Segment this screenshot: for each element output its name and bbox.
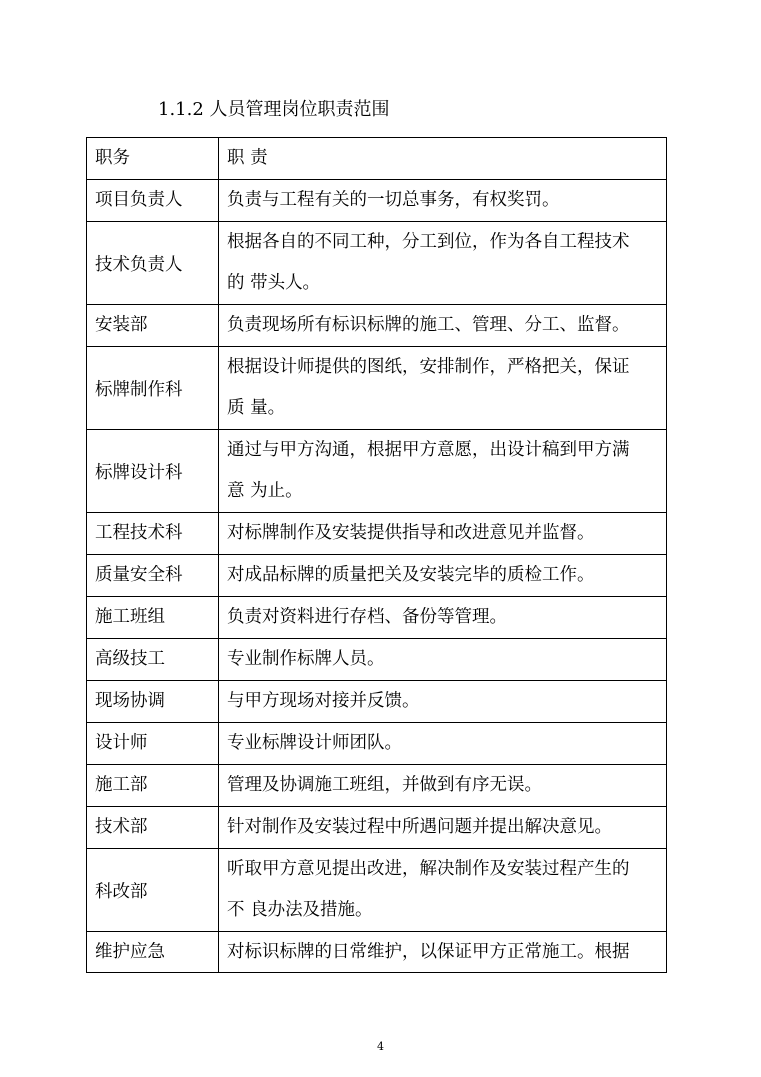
duty-cell: 专业标牌设计师团队。 [219, 723, 667, 765]
role-cell: 质量安全科 [87, 555, 219, 597]
role-cell: 标牌设计科 [87, 430, 219, 513]
duty-cell: 对标识标牌的日常维护，以保证甲方正常施工。根据 [219, 932, 667, 973]
duty-line: 根据设计师提供的图纸，安排制作，严格把关，保证 [227, 357, 630, 377]
table-row [87, 222, 667, 305]
table-row [87, 513, 667, 555]
role-cell: 施工部 [87, 765, 219, 807]
duty-cell: 与甲方现场对接并反馈。 [219, 681, 667, 723]
duties-table [86, 137, 667, 973]
table-row [87, 555, 667, 597]
header-duty: 职 责 [219, 138, 667, 180]
role-cell: 工程技术科 [87, 513, 219, 555]
page-number: 4 [377, 1040, 384, 1053]
table-row [87, 180, 667, 222]
table-row [87, 849, 667, 932]
table-row [87, 681, 667, 723]
table-row [87, 597, 667, 639]
duty-cell [219, 849, 667, 932]
role-cell: 高级技工 [87, 639, 219, 681]
duty-cell: 对成品标牌的质量把关及安装完毕的质检工作。 [219, 555, 667, 597]
table-row [87, 723, 667, 765]
role-cell: 维护应急 [87, 932, 219, 973]
table-row [87, 807, 667, 849]
duty-line: 不 良办法及措施。 [227, 900, 373, 920]
table-row [87, 932, 667, 973]
section-title: 1.1.2 人员管理岗位职责范围 [158, 99, 390, 120]
table-row [87, 347, 667, 430]
duty-cell: 负责现场所有标识标牌的施工、管理、分工、监督。 [219, 305, 667, 347]
table-row [87, 305, 667, 347]
duty-cell [219, 222, 667, 305]
duty-line: 的 带头人。 [227, 273, 321, 293]
table-row [87, 430, 667, 513]
duty-cell: 针对制作及安装过程中所遇问题并提出解决意见。 [219, 807, 667, 849]
duty-line: 意 为止。 [227, 481, 303, 501]
role-cell: 技术部 [87, 807, 219, 849]
role-cell: 技术负责人 [87, 222, 219, 305]
duty-line: 根据各自的不同工种，分工到位，作为各自工程技术 [227, 232, 630, 252]
duty-cell [219, 430, 667, 513]
duty-line: 通过与甲方沟通，根据甲方意愿，出设计稿到甲方满 [227, 440, 630, 460]
role-cell: 设计师 [87, 723, 219, 765]
duty-cell: 专业制作标牌人员。 [219, 639, 667, 681]
role-cell: 项目负责人 [87, 180, 219, 222]
duty-cell: 对标牌制作及安装提供指导和改进意见并监督。 [219, 513, 667, 555]
duty-line: 质 量。 [227, 398, 286, 418]
role-cell: 标牌制作科 [87, 347, 219, 430]
role-cell: 科改部 [87, 849, 219, 932]
duty-cell: 管理及协调施工班组，并做到有序无误。 [219, 765, 667, 807]
table-header-row [87, 138, 667, 180]
table-row [87, 765, 667, 807]
duty-cell [219, 347, 667, 430]
role-cell: 安装部 [87, 305, 219, 347]
duty-cell: 负责与工程有关的一切总事务，有权奖罚。 [219, 180, 667, 222]
role-cell: 现场协调 [87, 681, 219, 723]
duty-cell: 负责对资料进行存档、备份等管理。 [219, 597, 667, 639]
header-role: 职务 [87, 138, 219, 180]
table-row [87, 639, 667, 681]
role-cell: 施工班组 [87, 597, 219, 639]
duty-line: 听取甲方意见提出改进，解决制作及安装过程产生的 [227, 859, 630, 879]
